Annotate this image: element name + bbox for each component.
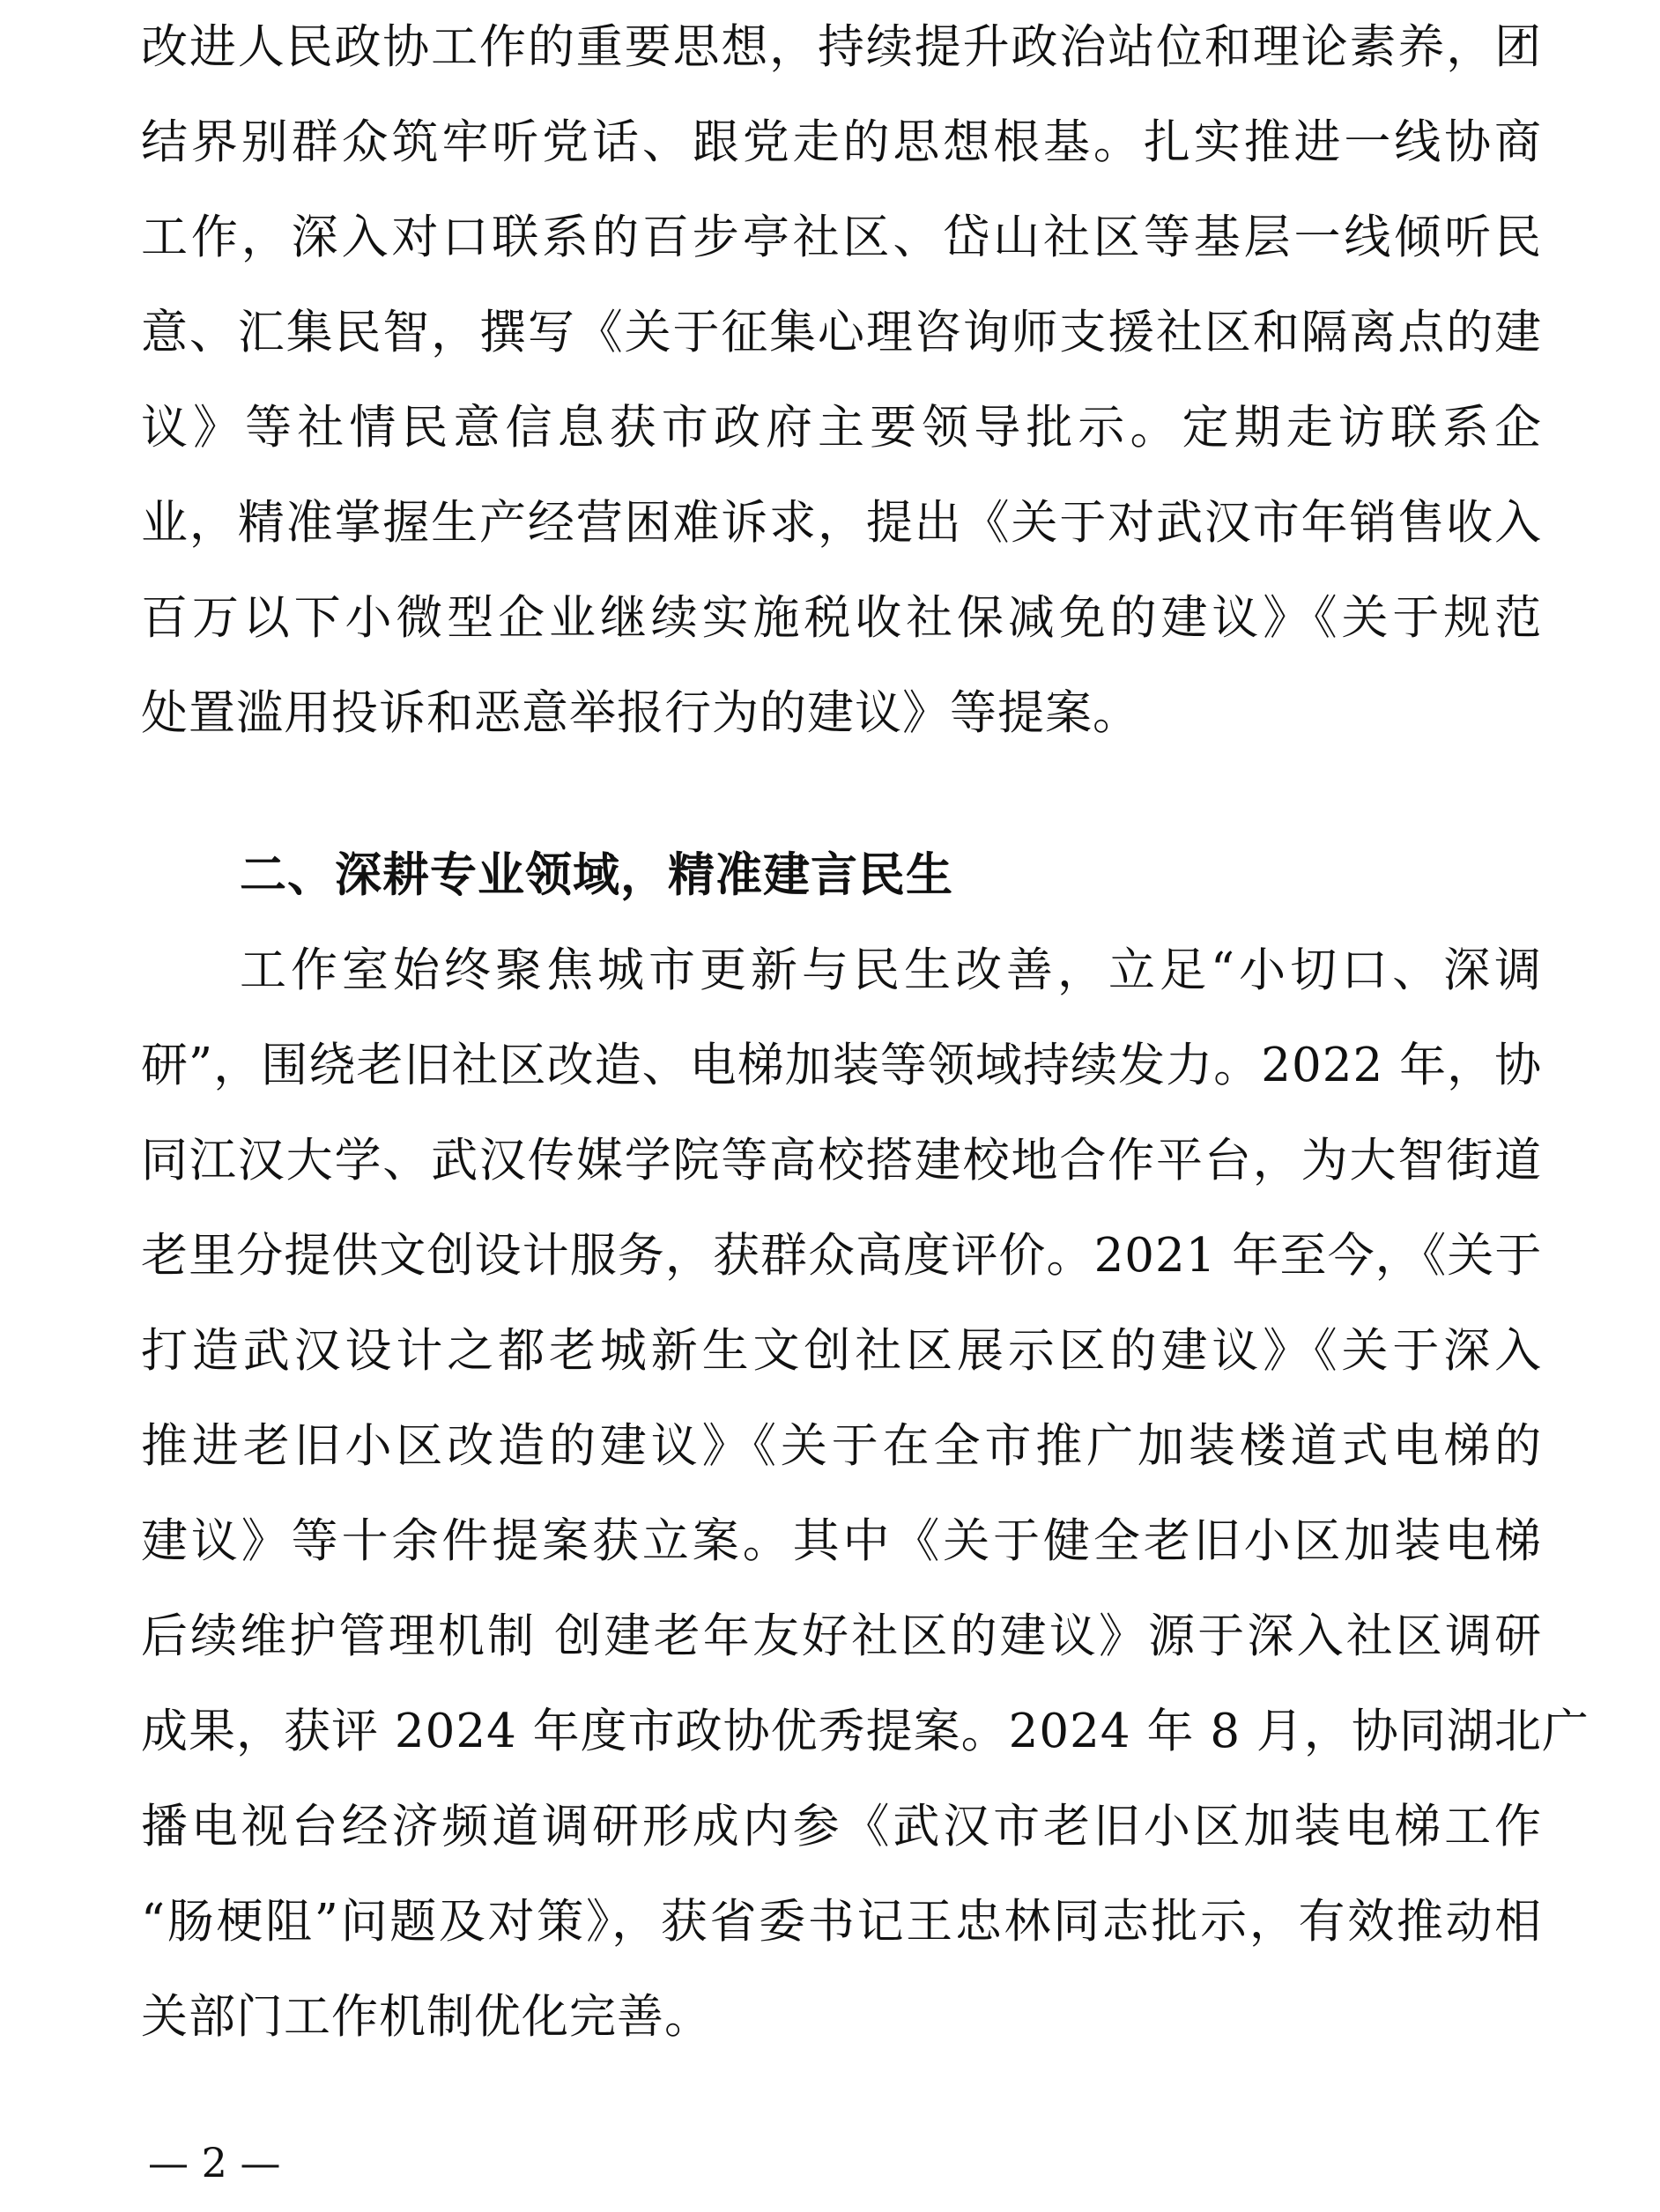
text-line: 意、汇集民智，撰写《关于征集心理咨询师支援社区和隔离点的建 <box>141 306 1543 359</box>
text-line: 关部门工作机制优化完善。 <box>141 1990 712 2044</box>
section-heading: 二、深耕专业领域，精准建言民生 <box>240 848 953 902</box>
text-line: 老里分提供文创设计服务，获群众高度评价。2021 年至今，《关于 <box>141 1229 1543 1283</box>
page-number: — 2 — <box>148 2139 281 2186</box>
text-line: 处置滥用投诉和恶意举报行为的建议》等提案。 <box>141 686 1140 740</box>
text-line: 百万以下小微型企业继续实施税收社保减免的建议》《关于规范 <box>141 591 1543 645</box>
text-line: 播电视台经济频道调研形成内参《武汉市老旧小区加装电梯工作 <box>141 1800 1543 1853</box>
text-line: 后续维护管理机制 创建老年友好社区的建议》源于深入社区调研 <box>141 1609 1543 1663</box>
text-line: “肠梗阻”问题及对策》，获省委书记王忠林同志批示，有效推动相 <box>141 1895 1543 1949</box>
text-line: 成果，获评 2024 年度市政协优秀提案。2024 年 8 月，协同湖北广 <box>141 1705 1590 1758</box>
text-line: 研”，围绕老旧社区改造、电梯加装等领域持续发力。2022 年，协 <box>141 1039 1543 1092</box>
text-line: 打造武汉设计之都老城新生文创社区展示区的建议》《关于深入 <box>141 1324 1543 1378</box>
text-line: 议》等社情民意信息获市政府主要领导批示。定期走访联系企 <box>141 401 1543 455</box>
paragraph-2 <box>141 923 1590 2065</box>
text-line: 建议》等十余件提案获立案。其中《关于健全老旧小区加装电梯 <box>141 1514 1543 1568</box>
text-line: 同江汉大学、武汉传媒学院等高校搭建校地合作平台，为大智街道 <box>141 1134 1543 1187</box>
text-line: 工作，深入对口联系的百步亭社区、岱山社区等基层一线倾听民 <box>141 211 1543 264</box>
text-line: 推进老旧小区改造的建议》《关于在全市推广加装楼道式电梯的 <box>141 1419 1543 1473</box>
text-line: 工作室始终聚焦城市更新与民生改善，立足“小切口、深调 <box>240 943 1543 997</box>
paragraph-1 <box>141 0 1542 761</box>
text-line: 业，精准掌握生产经营困难诉求，提出《关于对武汉市年销售收入 <box>141 496 1543 550</box>
text-line: 结界别群众筑牢听党话、跟党走的思想根基。扎实推进一线协商 <box>141 115 1543 169</box>
text-line: 改进人民政协工作的重要思想，持续提升政治站位和理论素养，团 <box>141 20 1543 74</box>
